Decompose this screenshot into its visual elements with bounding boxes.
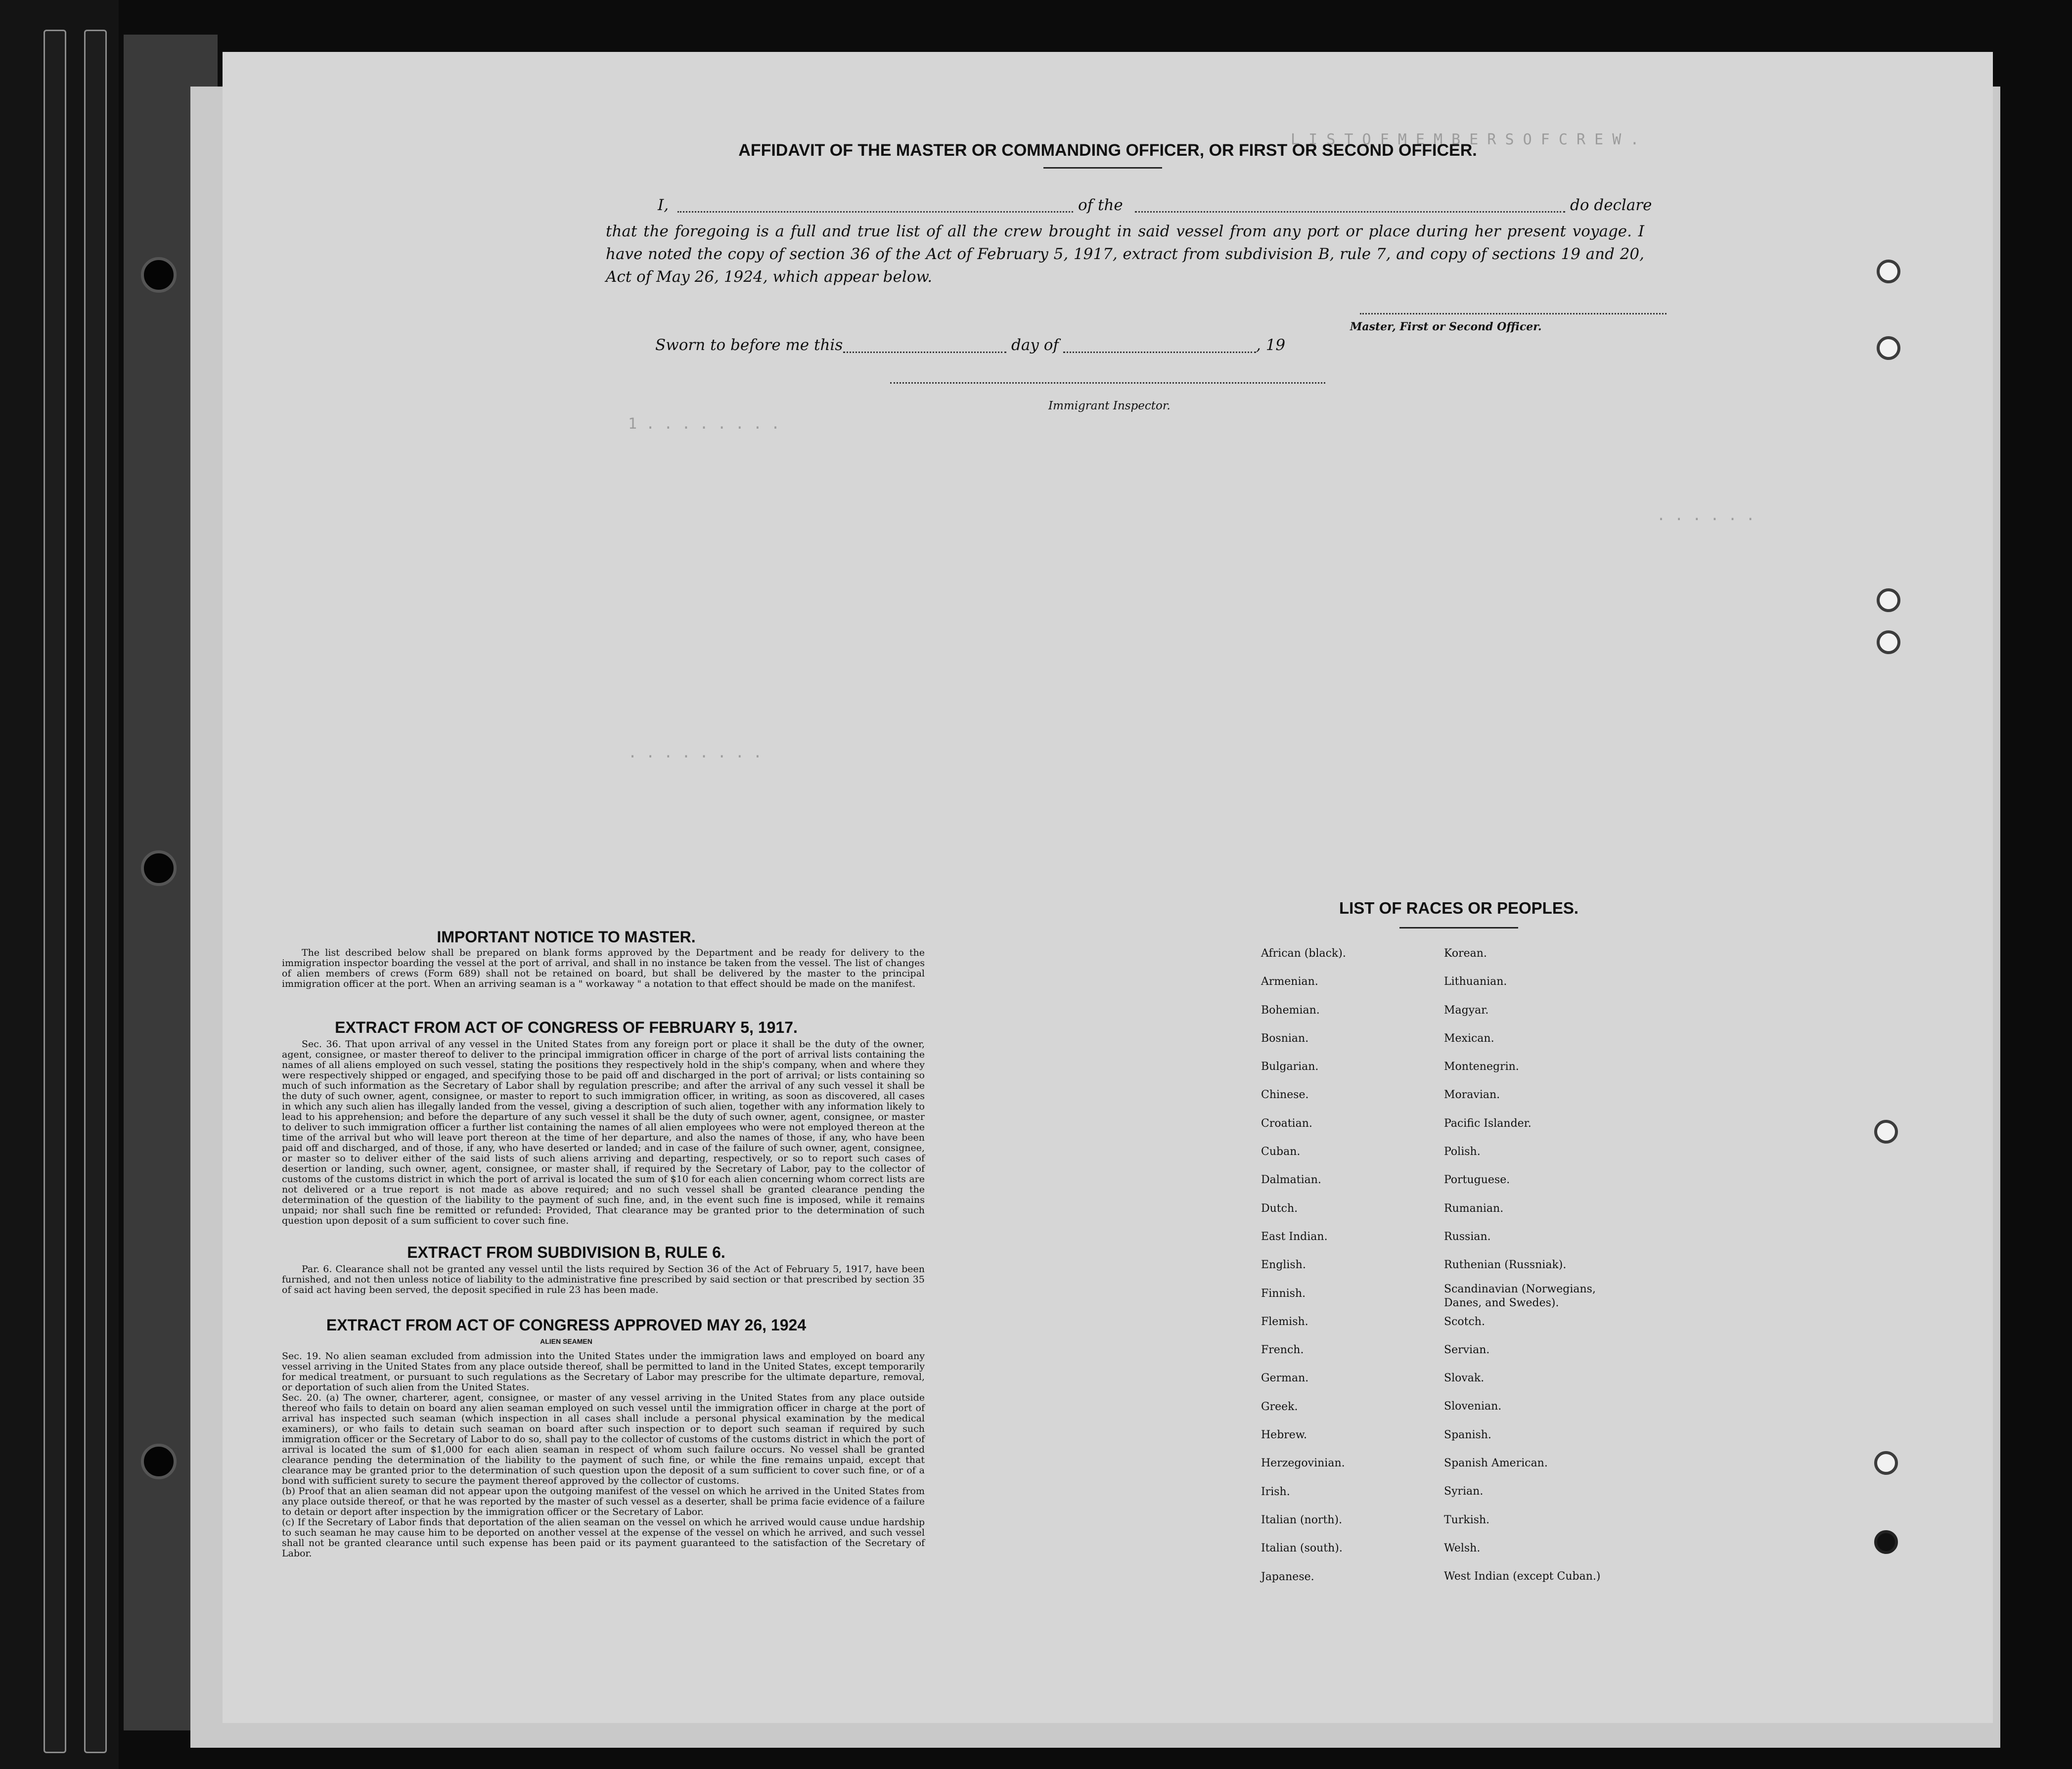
vessel-blank <box>1135 211 1565 213</box>
race-item: West Indian (except Cuban.) <box>1444 1570 1601 1583</box>
inspector-signature-blank <box>890 382 1325 384</box>
race-item: Armenian. <box>1261 975 1318 988</box>
race-item: Rumanian. <box>1444 1202 1504 1215</box>
race-item: Chinese. <box>1261 1089 1309 1102</box>
document-page <box>223 52 1993 1723</box>
affidavit-heading: AFFIDAVIT OF THE MASTER OR COMMANDING OFFICER, OR FIRST OR SECOND OFFICER. <box>738 141 1477 160</box>
race-item: Croatian. <box>1261 1117 1312 1130</box>
race-item: Dutch. <box>1261 1202 1298 1215</box>
affidavit-line-of-the: of the <box>1078 196 1123 214</box>
rule-6-text: Par. 6. Clearance shall not be granted any vessel until the lists required by Section 36 of the Act of February 5, 1917, have been furnished, and not then unless notice of liability to the administrative fine prescribed by said section or that prescribed by section 35 of said act having been served, the deposit specified in rule 23 has been made. <box>282 1264 925 1295</box>
extract-1917-text: Sec. 36. That upon arrival of any vessel in the United States from any foreign port or place it shall be the duty of the owner, agent, consignee, or master thereof to deliver to the principal immigration officer in charge of the port of arrival lists containing the names of all aliens employed on such vessel, stating the positions they respectively hold in the ship's company, when and where they were respectively shipped or engaged, and specifying those to be paid off and discharged in the port of arrival; or lists containing so much of such information as the Secretary of Labor shall by regulation prescribe; and after the arrival of any such vessel it shall be the duty of such owner, agent, consignee, or master to report to such immigration officer, in writing, as soon as discovered, all cases in which any such alien has illegally landed from the vessel, giving a description of such alien, together with any information likely to lead to his apprehension; and before the departure of any such vessel it shall be the duty of such owner, agent, consignee, or master to deliver to such immigration officer a further list containing the names of all alien employees who were not employed thereon at the time of the arrival but who will leave port thereon at the time of her departure, and also the names of those, if any, who have been paid off and discharged, and of those, if any, who have deserted or landed; and in case of the failure of such owner, agent, consignee, or master so to deliver either of the said lists of such aliens arriving and departing, respectively, or so to report such cases of desertion or landing, such owner, agent, consignee, or master shall, if required by the Secretary of Labor, pay to the collector of customs of the customs district in which the port of arrival is located the sum of $10 for each alien concerning whom correct lists are not delivered or a true report is not made as above required; and no such vessel shall be granted clearance pending the determination of the question of the liability to the payment of such fine, and, in the event such fine is imposed, while it remains unpaid; nor shall such fine be remitted or refunded: Provided, That clearance may be granted prior to the determination of such question upon deposit of a sum sufficient to cover such fine. <box>282 1039 925 1226</box>
bleed-through-text: 1 . . . . . . . . <box>628 415 780 433</box>
rule-6-heading: EXTRACT FROM SUBDIVISION B, RULE 6. <box>407 1243 725 1261</box>
race-item: Polish. <box>1444 1146 1481 1158</box>
races-right-column <box>1444 939 1701 1591</box>
notice-heading: IMPORTANT NOTICE TO MASTER. <box>437 928 696 946</box>
race-item: Dalmatian. <box>1261 1174 1321 1187</box>
notice-text: The list described below shall be prepared on blank forms approved by the Department and be ready for delivery to the immigration inspector boarding the vessel at the port of arrival, and shall in no instance be taken from the vessel. The list of changes of alien members of crews (Form 689) shall not be retained on board, but shall be delivered by the master to the principal immigration officer at the port. When an arriving seaman is a " workaway " a notation to that effect should be made on the manifest. <box>282 947 925 989</box>
race-item: French. <box>1261 1344 1304 1357</box>
race-item: Hebrew. <box>1261 1429 1307 1442</box>
race-item: Russian. <box>1444 1230 1491 1243</box>
race-item: Ruthenian (Russniak). <box>1444 1259 1567 1272</box>
name-blank <box>677 211 1073 213</box>
bleed-through-text: . . . . . . <box>1657 507 1755 524</box>
binder-edge <box>44 30 66 1753</box>
punch-hole <box>1877 588 1900 612</box>
punch-hole <box>1874 1530 1898 1554</box>
binder-edge <box>84 30 107 1753</box>
alien-seamen-subheading: ALIEN SEAMEN <box>540 1337 592 1345</box>
race-item: Cuban. <box>1261 1146 1301 1158</box>
race-item: Lithuanian. <box>1444 975 1507 988</box>
race-item: Flemish. <box>1261 1315 1308 1328</box>
race-item: Servian. <box>1444 1343 1490 1356</box>
race-item: African (black). <box>1261 947 1346 960</box>
punch-hole <box>1877 336 1900 360</box>
race-item: Bulgarian. <box>1261 1061 1319 1073</box>
extract-1924-heading: EXTRACT FROM ACT OF CONGRESS APPROVED MAY 26, 1924 <box>326 1316 807 1334</box>
sworn-day-of: day of <box>1011 336 1059 354</box>
race-item: German. <box>1261 1372 1309 1385</box>
binder-spine <box>0 0 119 1769</box>
race-item: Herzegovinian. <box>1261 1457 1345 1470</box>
race-item: Bosnian. <box>1261 1032 1309 1045</box>
race-item: Korean. <box>1444 947 1487 960</box>
inspector-label: Immigrant Inspector. <box>1048 399 1171 412</box>
race-item: Scandinavian (Norwegians, Danes, and Swedes). <box>1444 1283 1596 1309</box>
race-item: Spanish American. <box>1444 1457 1548 1470</box>
race-item: Italian (south). <box>1261 1542 1343 1555</box>
race-item: Finnish. <box>1261 1287 1306 1300</box>
race-item: Italian (north). <box>1261 1513 1343 1526</box>
sworn-month-blank <box>1063 352 1256 353</box>
binder-ring-hole <box>141 257 177 293</box>
sworn-year: , 19 <box>1256 336 1286 354</box>
races-left-column <box>1261 939 1469 1591</box>
signature-blank <box>1360 313 1667 314</box>
affidavit-line-i: I, <box>658 196 669 214</box>
race-item: Turkish. <box>1444 1513 1490 1526</box>
binder-ring-hole <box>141 850 177 886</box>
races-heading: LIST OF RACES OR PEOPLES. <box>1339 899 1579 917</box>
punch-hole <box>1874 1120 1898 1144</box>
binder-ring-hole <box>141 1444 177 1479</box>
race-item: Mexican. <box>1444 1032 1494 1045</box>
bleed-through-text: . . . . . . . . <box>628 744 762 761</box>
race-item: Montenegrin. <box>1444 1061 1519 1073</box>
extract-1917-heading: EXTRACT FROM ACT OF CONGRESS OF FEBRUARY 5, 1917. <box>335 1018 798 1036</box>
race-item: Welsh. <box>1444 1542 1481 1554</box>
signer-label: Master, First or Second Officer. <box>1350 320 1542 333</box>
race-item: Slovak. <box>1444 1372 1485 1385</box>
race-item: East Indian. <box>1261 1230 1328 1243</box>
affidavit-body: that the foregoing is a full and true list of all the crew brought in said vessel from any port or place during her present voyage. I have noted the copy of section 36 of the Act of February 5, 1917, extract from subdivision B, rule 7, and copy of sections 19 and 20, Act of May 26, 1924, which appear below. <box>606 222 1644 286</box>
race-item: English. <box>1261 1259 1306 1272</box>
race-item: Portuguese. <box>1444 1174 1510 1187</box>
bleed-through-text: L I S T O F M E M B E R S O F C R E W . <box>1291 131 1639 148</box>
race-item: Pacific Islander. <box>1444 1117 1531 1130</box>
race-item: Greek. <box>1261 1400 1298 1413</box>
sworn-day-blank <box>843 352 1006 353</box>
punch-hole <box>1877 630 1900 654</box>
race-item: Spanish. <box>1444 1428 1491 1441</box>
race-item: Moravian. <box>1444 1089 1500 1102</box>
races-heading-rule <box>1399 927 1518 929</box>
race-item: Scotch. <box>1444 1315 1485 1328</box>
race-item: Magyar. <box>1444 1004 1489 1017</box>
race-item: Syrian. <box>1444 1485 1484 1498</box>
race-item: Bohemian. <box>1261 1004 1320 1017</box>
punch-hole <box>1874 1451 1898 1475</box>
affidavit-line-declare: do declare <box>1570 196 1652 214</box>
race-item: Slovenian. <box>1444 1400 1502 1413</box>
race-item: Irish. <box>1261 1485 1290 1498</box>
punch-hole <box>1877 260 1900 283</box>
heading-rule <box>1043 167 1162 169</box>
sworn-text: Sworn to before me this <box>655 336 843 354</box>
race-item: Japanese. <box>1261 1570 1314 1583</box>
extract-1924-text: Sec. 19. No alien seaman excluded from admission into the United States under the immigration laws and employed on board any vessel arriving in the United States from any place outside thereof, shall be permitted to land in the United States, except temporarily for medical treatment, or pursuant to such regulations as the Secretary of Labor may prescribe for the ultimate departure, removal, or deportation of such alien from the United States. Sec. 20. (a) The owner, charterer, agent, consignee, or master of any vessel arriving in the United States from any place outside thereof who fails to detain on board any alien seaman employed on such vessel until the immigration officer in charge at the port of arrival has inspected such seaman (which inspection in all cases shall include a personal physical examination by the medical examiners), or who fails to detain such seaman on board after such inspection or to deport such seaman if required by such immigration officer or the Secretary of Labor to do so, shall pay to the collector of customs of the customs district in which the port of arrival is located the sum of $1,000 for each alien seaman in respect of whom such failure occurs. No vessel shall be granted clearance pending the determination of the liability to the payment of such fine, or while the fine remains unpaid, except that clearance may be granted prior to the determination of such question upon the deposit of a sum sufficient to cover such fine, or of a bond with sufficient surety to secure the payment thereof approved by the collector of customs. (b) Proof that an alien seaman did not appear upon the outgoing manifest of the vessel on which he arrived in the United States from any place outside thereof, or that he was reported by the master of such vessel as a deserter, shall be prima facie evidence of a failure to detain or deport after inspection by the immigration officer or the Secretary of Labor. (c) If the Secretary of Labor finds that deportation of the alien seaman on the vessel on which he arrived would cause undue hardship to such seaman he may cause him to be deported on another vessel at the expense of the vessel on which he arrived, and such vessel shall not be granted clearance until such expense has been paid or its payment guaranteed to the satisfaction of the Secretary of Labor. <box>282 1351 925 1559</box>
